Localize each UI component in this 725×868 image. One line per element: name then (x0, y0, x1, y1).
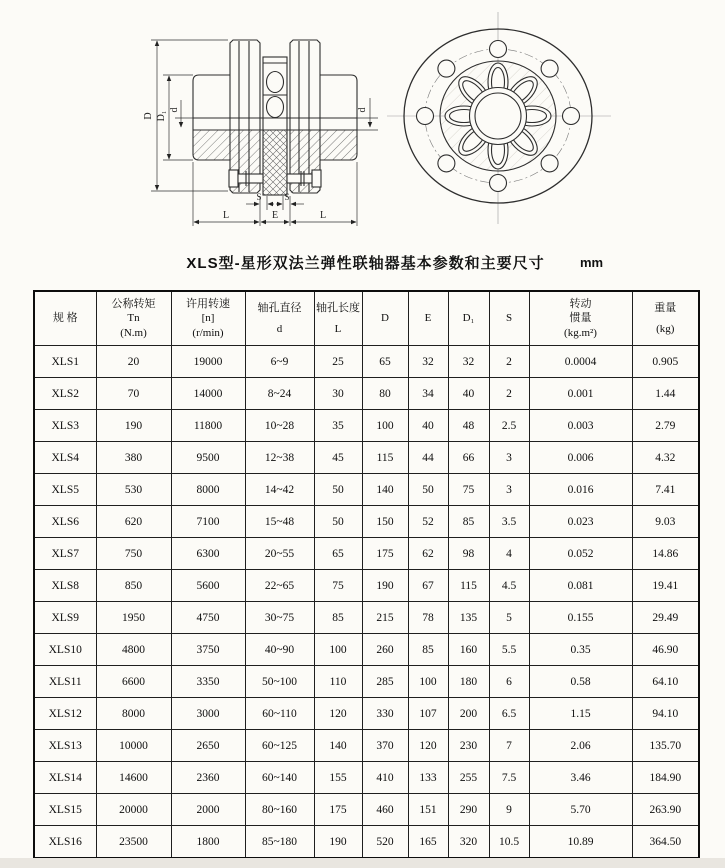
table-row (34, 698, 699, 730)
table-cell: 14000 (171, 378, 245, 410)
table-cell: 330 (362, 698, 408, 730)
table-cell: 530 (96, 474, 171, 506)
table-cell: 15~48 (245, 506, 314, 538)
table-cell: 140 (362, 474, 408, 506)
table-row (34, 730, 699, 762)
table-cell: 135.70 (632, 730, 699, 762)
page-bottom-strip (0, 858, 725, 868)
table-cell: 60~125 (245, 730, 314, 762)
table-cell: 620 (96, 506, 171, 538)
table-cell: 12~38 (245, 442, 314, 474)
table-cell: 3.46 (529, 762, 632, 794)
table-cell: 1.44 (632, 378, 699, 410)
row-label: XLS10 (34, 634, 96, 666)
table-cell: 20 (96, 346, 171, 378)
table-cell: 9500 (171, 442, 245, 474)
table-cell: 64.10 (632, 666, 699, 698)
row-label: XLS14 (34, 762, 96, 794)
table-cell: 107 (408, 698, 448, 730)
table-cell: 100 (408, 666, 448, 698)
table-cell: 460 (362, 794, 408, 826)
table-cell: 4800 (96, 634, 171, 666)
table-cell: 364.50 (632, 826, 699, 859)
table-cell: 3 (489, 442, 529, 474)
spec-table (33, 290, 700, 859)
row-label: XLS11 (34, 666, 96, 698)
cross-section-view (143, 40, 378, 226)
table-cell: 29.49 (632, 602, 699, 634)
table-cell: 750 (96, 538, 171, 570)
table-cell: 30 (314, 378, 362, 410)
table-body (34, 346, 699, 859)
table-cell: 4.32 (632, 442, 699, 474)
table-row (34, 826, 699, 859)
table-cell: 133 (408, 762, 448, 794)
unit-label: mm (580, 255, 604, 270)
table-cell: 40 (408, 410, 448, 442)
table-cell: 35 (314, 410, 362, 442)
table-cell: 6~9 (245, 346, 314, 378)
table-cell: 2650 (171, 730, 245, 762)
table-cell: 285 (362, 666, 408, 698)
dim-label-D: D (143, 112, 154, 120)
table-cell: 20000 (96, 794, 171, 826)
table-cell: 320 (448, 826, 489, 859)
table-cell: 19.41 (632, 570, 699, 602)
column-header: E (408, 291, 448, 346)
table-cell: 40~90 (245, 634, 314, 666)
table-cell: 190 (362, 570, 408, 602)
row-label: XLS7 (34, 538, 96, 570)
table-cell: 75 (314, 570, 362, 602)
table-cell: 6.5 (489, 698, 529, 730)
column-header: 规 格 (34, 291, 96, 346)
table-cell: 520 (362, 826, 408, 859)
table-cell: 2 (489, 378, 529, 410)
table-cell: 0.016 (529, 474, 632, 506)
table-row (34, 762, 699, 794)
table-cell: 151 (408, 794, 448, 826)
column-header: 公称转矩 Tn (N.m) (96, 291, 171, 346)
table-cell: 60~140 (245, 762, 314, 794)
table-cell: 32 (408, 346, 448, 378)
table-cell: 115 (448, 570, 489, 602)
dim-label-E: E (271, 210, 279, 221)
table-cell: 175 (314, 794, 362, 826)
table-row (34, 794, 699, 826)
column-header: S (489, 291, 529, 346)
table-cell: 3000 (171, 698, 245, 730)
table-cell: 0.006 (529, 442, 632, 474)
table-cell: 85 (408, 634, 448, 666)
table-cell: 50 (314, 474, 362, 506)
table-cell: 50 (408, 474, 448, 506)
star-element-bottom (267, 97, 284, 118)
table-cell: 120 (408, 730, 448, 762)
table-cell: 140 (314, 730, 362, 762)
table-header (34, 291, 699, 346)
coupling-technical-drawing (0, 0, 725, 250)
table-cell: 80~160 (245, 794, 314, 826)
table-cell: 66 (448, 442, 489, 474)
row-label: XLS5 (34, 474, 96, 506)
table-cell: 6300 (171, 538, 245, 570)
table-cell: 19000 (171, 346, 245, 378)
page-title: XLS型-星形双法兰弹性联轴器基本参数和主要尺寸 (186, 255, 545, 272)
table-cell: 80 (362, 378, 408, 410)
dim-label-d-left: d (169, 107, 180, 113)
table-cell: 5 (489, 602, 529, 634)
table-cell: 78 (408, 602, 448, 634)
row-label: XLS3 (34, 410, 96, 442)
table-row (34, 410, 699, 442)
table-cell: 100 (362, 410, 408, 442)
table-cell: 165 (408, 826, 448, 859)
table-cell: 0.155 (529, 602, 632, 634)
table-cell: 48 (448, 410, 489, 442)
table-row (34, 634, 699, 666)
table-cell: 10.5 (489, 826, 529, 859)
table-cell: 175 (362, 538, 408, 570)
table-cell: 0.0004 (529, 346, 632, 378)
table-cell: 1.15 (529, 698, 632, 730)
table-cell: 8000 (171, 474, 245, 506)
table-cell: 2 (489, 346, 529, 378)
table-cell: 190 (314, 826, 362, 859)
row-label: XLS2 (34, 378, 96, 410)
table-cell: 6600 (96, 666, 171, 698)
table-cell: 260 (362, 634, 408, 666)
table-cell: 94.10 (632, 698, 699, 730)
table-cell: 4 (489, 538, 529, 570)
table-cell: 190 (96, 410, 171, 442)
row-label: XLS16 (34, 826, 96, 859)
table-cell: 32 (448, 346, 489, 378)
table-cell: 263.90 (632, 794, 699, 826)
table-cell: 9 (489, 794, 529, 826)
row-label: XLS8 (34, 570, 96, 602)
table-cell: 60~110 (245, 698, 314, 730)
table-cell: 45 (314, 442, 362, 474)
table-cell: 5.70 (529, 794, 632, 826)
table-cell: 4.5 (489, 570, 529, 602)
center-bore (475, 93, 521, 139)
table-cell: 44 (408, 442, 448, 474)
table-cell: 65 (362, 346, 408, 378)
table-cell: 850 (96, 570, 171, 602)
table-cell: 2.06 (529, 730, 632, 762)
table-cell: 62 (408, 538, 448, 570)
row-label: XLS1 (34, 346, 96, 378)
table-cell: 5.5 (489, 634, 529, 666)
table-cell: 160 (448, 634, 489, 666)
dim-label-d-right: d (357, 107, 368, 113)
table-cell: 98 (448, 538, 489, 570)
table-cell: 50~100 (245, 666, 314, 698)
table-cell: 30~75 (245, 602, 314, 634)
table-cell: 380 (96, 442, 171, 474)
table-cell: 14600 (96, 762, 171, 794)
row-label: XLS4 (34, 442, 96, 474)
table-cell: 3750 (171, 634, 245, 666)
row-label: XLS12 (34, 698, 96, 730)
table-cell: 70 (96, 378, 171, 410)
table-cell: 75 (448, 474, 489, 506)
table-row (34, 378, 699, 410)
table-cell: 150 (362, 506, 408, 538)
table-cell: 85 (448, 506, 489, 538)
table-cell: 200 (448, 698, 489, 730)
table-cell: 7.41 (632, 474, 699, 506)
table-cell: 255 (448, 762, 489, 794)
table-cell: 110 (314, 666, 362, 698)
table-cell: 215 (362, 602, 408, 634)
table-cell: 10000 (96, 730, 171, 762)
table-cell: 180 (448, 666, 489, 698)
table-cell: 100 (314, 634, 362, 666)
table-cell: 370 (362, 730, 408, 762)
table-cell: 46.90 (632, 634, 699, 666)
table-cell: 7 (489, 730, 529, 762)
table-cell: 25 (314, 346, 362, 378)
table-row (34, 346, 699, 378)
row-label: XLS13 (34, 730, 96, 762)
table-cell: 0.003 (529, 410, 632, 442)
table-row (34, 570, 699, 602)
table-cell: 1950 (96, 602, 171, 634)
dim-label-L-right: L (319, 210, 327, 221)
header-row (34, 291, 699, 346)
column-header: 轴孔长度 L (314, 291, 362, 346)
table-row (34, 474, 699, 506)
table-cell: 230 (448, 730, 489, 762)
table-cell: 7.5 (489, 762, 529, 794)
table-cell: 34 (408, 378, 448, 410)
table-cell: 0.001 (529, 378, 632, 410)
table-cell: 4750 (171, 602, 245, 634)
table-cell: 10.89 (529, 826, 632, 859)
table-cell: 410 (362, 762, 408, 794)
table-cell: 85~180 (245, 826, 314, 859)
column-header: 许用转速 [n] (r/min) (171, 291, 245, 346)
table-cell: 0.905 (632, 346, 699, 378)
column-header: 轴孔直径 d (245, 291, 314, 346)
table-cell: 3 (489, 474, 529, 506)
table-cell: 1800 (171, 826, 245, 859)
table-cell: 9.03 (632, 506, 699, 538)
table-cell: 0.052 (529, 538, 632, 570)
column-header: D₁ (448, 291, 489, 346)
table-cell: 2000 (171, 794, 245, 826)
table-cell: 184.90 (632, 762, 699, 794)
column-header: D (362, 291, 408, 346)
row-label: XLS6 (34, 506, 96, 538)
table-cell: 5600 (171, 570, 245, 602)
dim-label-S-right: S (284, 192, 290, 202)
table-cell: 14.86 (632, 538, 699, 570)
table-cell: 65 (314, 538, 362, 570)
table-cell: 0.35 (529, 634, 632, 666)
table-cell: 120 (314, 698, 362, 730)
dim-label-D1: D₁ (156, 110, 167, 122)
table-cell: 155 (314, 762, 362, 794)
table-cell: 22~65 (245, 570, 314, 602)
table-row (34, 506, 699, 538)
table-cell: 2360 (171, 762, 245, 794)
table-cell: 0.58 (529, 666, 632, 698)
table-row (34, 666, 699, 698)
table-cell: 135 (448, 602, 489, 634)
table-cell: 7100 (171, 506, 245, 538)
table-cell: 3.5 (489, 506, 529, 538)
table-cell: 6 (489, 666, 529, 698)
table-cell: 23500 (96, 826, 171, 859)
table-cell: 10~28 (245, 410, 314, 442)
table-cell: 40 (448, 378, 489, 410)
table-cell: 52 (408, 506, 448, 538)
table-cell: 0.081 (529, 570, 632, 602)
table-row (34, 602, 699, 634)
table-cell: 2.5 (489, 410, 529, 442)
table-cell: 8~24 (245, 378, 314, 410)
table-cell: 20~55 (245, 538, 314, 570)
table-cell: 67 (408, 570, 448, 602)
table-row (34, 442, 699, 474)
flange-front-view (387, 12, 611, 224)
table-row (34, 538, 699, 570)
table-cell: 8000 (96, 698, 171, 730)
row-label: XLS9 (34, 602, 96, 634)
table-cell: 11800 (171, 410, 245, 442)
column-header: 转动 惯量 (kg.m²) (529, 291, 632, 346)
column-header: 重量 (kg) (632, 291, 699, 346)
table-cell: 85 (314, 602, 362, 634)
table-cell: 50 (314, 506, 362, 538)
row-label: XLS15 (34, 794, 96, 826)
table-cell: 0.023 (529, 506, 632, 538)
table-cell: 290 (448, 794, 489, 826)
table-cell: 3350 (171, 666, 245, 698)
star-element-top (267, 72, 284, 93)
dim-label-L-left: L (222, 210, 230, 221)
table-cell: 14~42 (245, 474, 314, 506)
dim-label-S-left: S (256, 192, 262, 202)
table-cell: 115 (362, 442, 408, 474)
table-cell: 2.79 (632, 410, 699, 442)
